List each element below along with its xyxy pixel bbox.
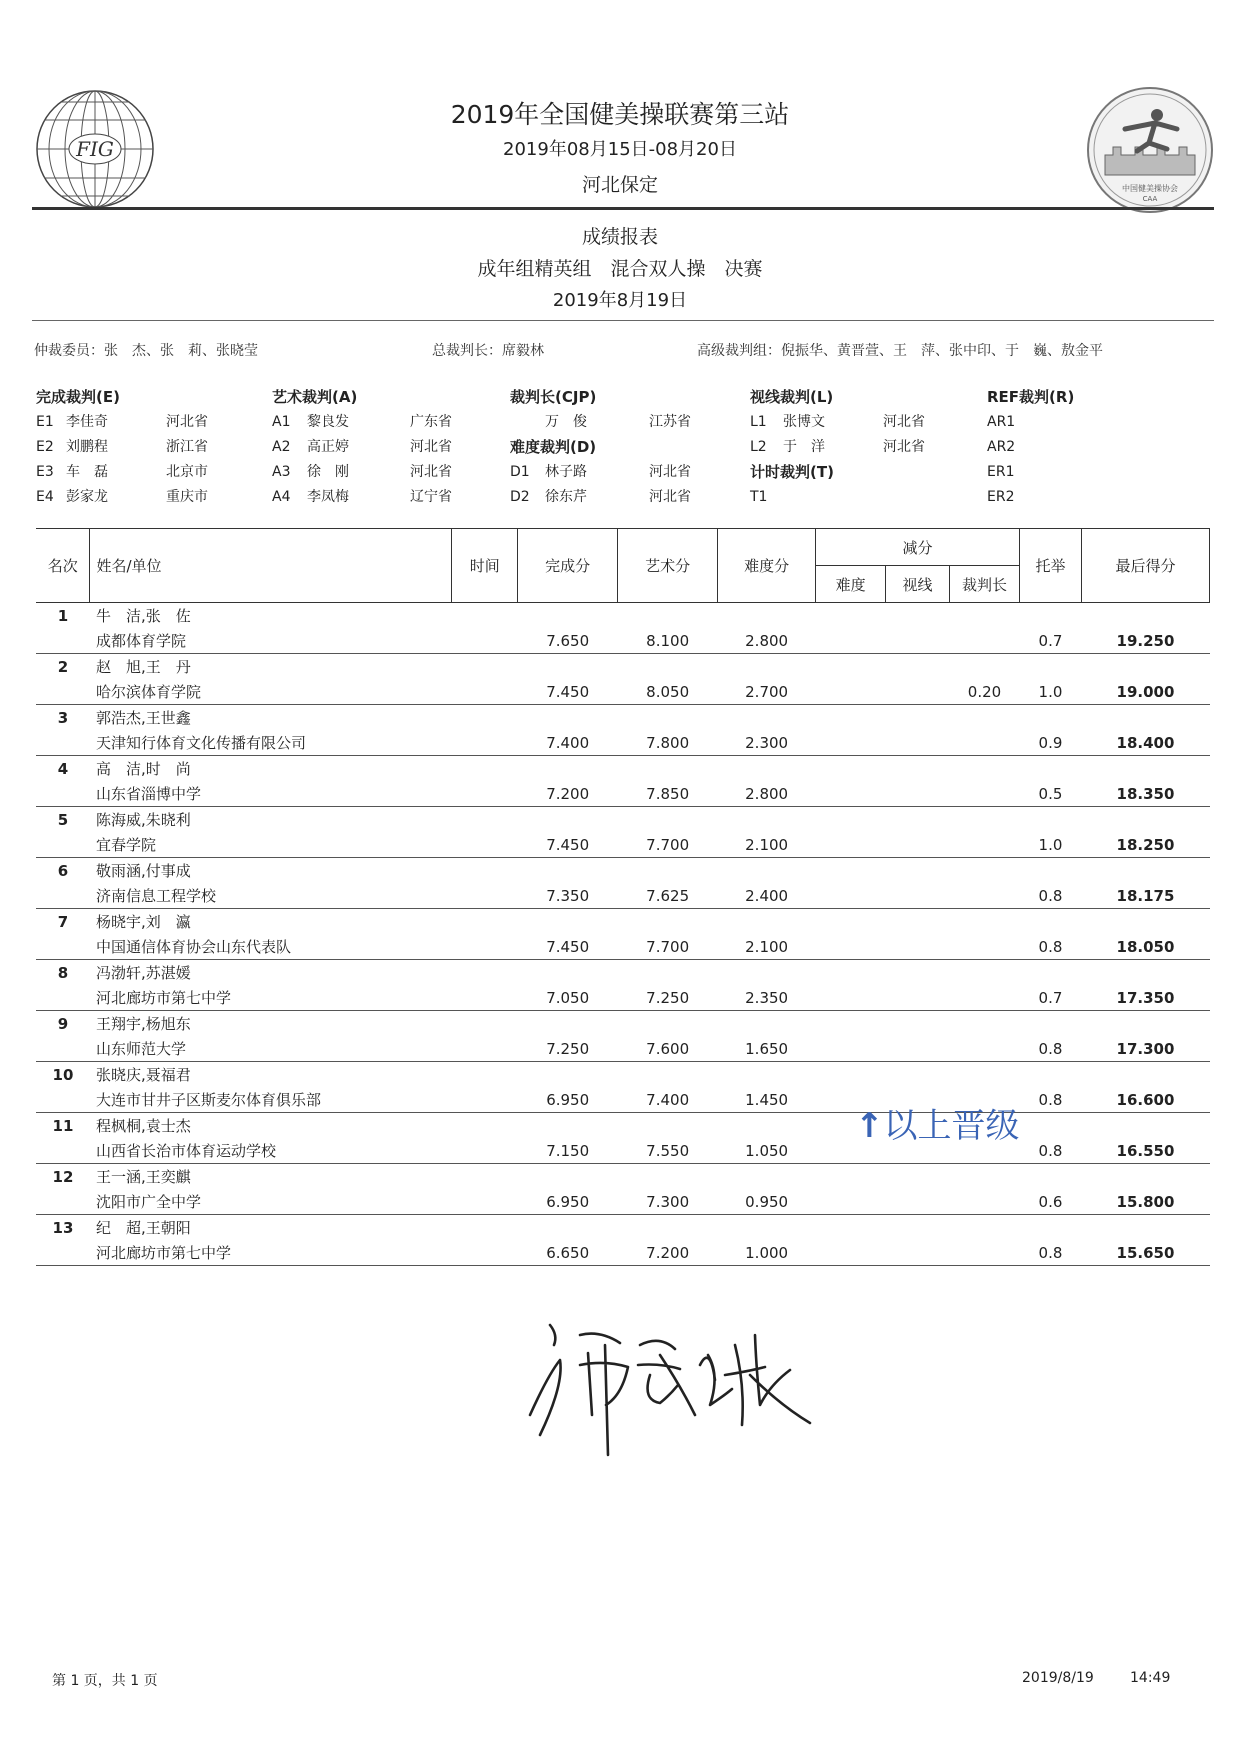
col-exec: 完成分: [518, 529, 618, 603]
time-cell: [452, 832, 518, 858]
unit-cell: 山西省长治市体育运动学校: [90, 1138, 452, 1164]
ded-line-cell: [886, 1189, 950, 1215]
ded-diff-cell: [816, 781, 886, 807]
artistic-judges: 艺术裁判(A) A1 黎良发 广东省 A2 高正婷 河北省 A3 徐 刚 河北省 A4 李凤梅 辽宁省: [272, 385, 452, 510]
unit-cell: 哈尔滨体育学院: [90, 679, 452, 705]
athletes-cell: 纪 超,王朝阳: [95, 1219, 191, 1237]
ded-cjp-cell: [950, 781, 1020, 807]
ded-diff-cell: [816, 985, 886, 1011]
event-title: 2019年全国健美操联赛第三站: [450, 100, 790, 129]
exec-cell: 6.650: [518, 1240, 618, 1266]
ded-diff-cell: [816, 679, 886, 705]
athletes-cell: 高 洁,时 尚: [95, 760, 191, 778]
rank-cell: 11: [52, 1116, 74, 1135]
lift-cell: 0.8: [1019, 1036, 1081, 1062]
athletes-cell: 杨晓宇,刘 瀛: [95, 913, 191, 931]
time-cell: [452, 679, 518, 705]
print-time: 14:49: [1130, 1670, 1171, 1686]
qualification-note: ↑以上晋级: [855, 1106, 1020, 1146]
athletes-cell: 王翔宇,杨旭东: [95, 1015, 191, 1033]
final-score-cell: 18.175: [1081, 883, 1209, 909]
time-cell: [452, 730, 518, 756]
lift-cell: 0.8: [1019, 934, 1081, 960]
unit-cell: 成都体育学院: [90, 628, 452, 654]
col-ded-line: 视线: [886, 566, 950, 603]
ded-diff-cell: [816, 934, 886, 960]
lift-cell: 0.6: [1019, 1189, 1081, 1215]
diff-cell: 1.450: [718, 1087, 816, 1113]
table-row-scores: [36, 934, 1210, 960]
report-title: 成绩报表: [581, 226, 658, 248]
col-time: 时间: [452, 529, 518, 603]
time-cell: [452, 934, 518, 960]
col-diff: 难度分: [718, 529, 816, 603]
lift-cell: 1.0: [1019, 832, 1081, 858]
exec-cell: 7.350: [518, 883, 618, 909]
rank-cell: 12: [52, 1167, 74, 1186]
rank-cell: 9: [57, 1014, 69, 1033]
rank-cell: 1: [57, 606, 69, 625]
jury-members: 仲裁委员：张 杰、张 莉、张晓莹: [34, 343, 258, 359]
rank-cell: 6: [57, 861, 69, 880]
ded-diff-cell: [816, 628, 886, 654]
final-score-cell: 15.800: [1081, 1189, 1209, 1215]
final-score-cell: 19.000: [1081, 679, 1209, 705]
table-row-names: [36, 1011, 1210, 1037]
art-cell: 7.300: [618, 1189, 718, 1215]
section-heading: 裁判长(CJP): [510, 388, 597, 406]
diff-cell: 2.350: [718, 985, 816, 1011]
time-cell: [452, 1036, 518, 1062]
page-indicator: 第 1 页，共 1 页: [52, 1673, 158, 1689]
svg-text:FIG: FIG: [76, 137, 114, 161]
print-date: 2019/8/19: [1022, 1670, 1094, 1686]
table-row-names: [36, 654, 1210, 680]
rank-cell: 10: [52, 1065, 74, 1084]
diff-cell: 0.950: [718, 1189, 816, 1215]
table-row-names: [36, 1215, 1210, 1241]
athletes-cell: 冯渤轩,苏湛媛: [95, 964, 191, 982]
report-subtitle: 成年组精英组 混合双人操 决赛: [477, 258, 763, 280]
ded-line-cell: [886, 883, 950, 909]
ded-cjp-cell: [950, 883, 1020, 909]
ded-cjp-cell: [950, 1240, 1020, 1266]
art-cell: 7.700: [618, 934, 718, 960]
section-heading: 计时裁判(T): [750, 463, 834, 481]
table-row-scores: [36, 781, 1210, 807]
line-timing-judges: 视线裁判(L) L1 张博文 河北省 L2 于 洋 河北省 计时裁判(T) T1: [750, 385, 925, 510]
exec-cell: 7.450: [518, 832, 618, 858]
ded-line-cell: [886, 730, 950, 756]
lift-cell: 1.0: [1019, 679, 1081, 705]
ded-cjp-cell: [950, 1189, 1020, 1215]
diff-cell: 2.700: [718, 679, 816, 705]
unit-cell: 河北廊坊市第七中学: [90, 1240, 452, 1266]
ded-cjp-cell: [950, 985, 1020, 1011]
lift-cell: 0.5: [1019, 781, 1081, 807]
time-cell: [452, 781, 518, 807]
ded-cjp-cell: [950, 730, 1020, 756]
diff-cell: 2.100: [718, 934, 816, 960]
col-art: 艺术分: [618, 529, 718, 603]
col-rank: 名次: [36, 529, 90, 603]
arrow-up-icon: ↑: [855, 1106, 884, 1146]
final-score-cell: 19.250: [1081, 628, 1209, 654]
diff-cell: 2.400: [718, 883, 816, 909]
art-cell: 7.250: [618, 985, 718, 1011]
col-final: 最后得分: [1081, 529, 1209, 603]
athletes-cell: 陈海威,朱晓利: [95, 811, 191, 829]
athletes-cell: 赵 旭,王 丹: [95, 658, 191, 676]
time-cell: [452, 1138, 518, 1164]
diff-cell: 1.000: [718, 1240, 816, 1266]
time-cell: [452, 628, 518, 654]
ded-line-cell: [886, 781, 950, 807]
ded-diff-cell: [816, 1189, 886, 1215]
ded-diff-cell: [816, 1240, 886, 1266]
lift-cell: 0.9: [1019, 730, 1081, 756]
ded-cjp-cell: [950, 628, 1020, 654]
ded-line-cell: [886, 628, 950, 654]
athletes-cell: 程枫桐,袁士杰: [95, 1117, 191, 1135]
event-dates: 2019年08月15日-08月20日: [503, 139, 737, 160]
exec-cell: 7.250: [518, 1036, 618, 1062]
exec-cell: 7.450: [518, 679, 618, 705]
exec-cell: 7.400: [518, 730, 618, 756]
table-row-names: [36, 807, 1210, 833]
athletes-cell: 王一涵,王奕麒: [95, 1168, 191, 1186]
ref-judges: REF裁判(R) AR1 AR2 ER1 ER2: [987, 385, 1074, 510]
header-divider: [32, 207, 1214, 210]
ded-line-cell: [886, 679, 950, 705]
report-date: 2019年8月19日: [552, 290, 688, 311]
col-deductions: 减分: [816, 529, 1020, 566]
section-heading: 艺术裁判(A): [272, 388, 358, 406]
lift-cell: 0.8: [1019, 1087, 1081, 1113]
col-lift: 托举: [1019, 529, 1081, 603]
section-heading: REF裁判(R): [987, 388, 1075, 406]
art-cell: 7.700: [618, 832, 718, 858]
svg-text:中国健美操协会: 中国健美操协会: [1122, 184, 1178, 193]
ded-line-cell: [886, 934, 950, 960]
results-table: [36, 528, 1210, 1266]
col-name-unit: 姓名/单位: [90, 529, 452, 603]
section-heading: 难度裁判(D): [510, 438, 597, 456]
art-cell: 7.800: [618, 730, 718, 756]
table-header: [36, 529, 1210, 603]
rank-cell: 5: [57, 810, 69, 829]
rank-cell: 7: [57, 912, 69, 931]
ded-diff-cell: [816, 730, 886, 756]
final-score-cell: 17.350: [1081, 985, 1209, 1011]
lift-cell: 0.8: [1019, 883, 1081, 909]
exec-cell: 7.450: [518, 934, 618, 960]
section-heading: 完成裁判(E): [36, 388, 120, 406]
exec-cell: 7.050: [518, 985, 618, 1011]
table-row-scores: [36, 1087, 1210, 1113]
exec-cell: 7.200: [518, 781, 618, 807]
ded-line-cell: [886, 1036, 950, 1062]
art-cell: 7.200: [618, 1240, 718, 1266]
unit-cell: 山东师范大学: [90, 1036, 452, 1062]
unit-cell: 济南信息工程学校: [90, 883, 452, 909]
final-score-cell: 17.300: [1081, 1036, 1209, 1062]
unit-cell: 大连市甘井子区斯麦尔体育俱乐部: [90, 1087, 452, 1113]
diff-cell: 2.100: [718, 832, 816, 858]
ded-diff-cell: [816, 1036, 886, 1062]
table-row-scores: [36, 1189, 1210, 1215]
unit-cell: 河北廊坊市第七中学: [90, 985, 452, 1011]
event-location: 河北保定: [581, 174, 658, 196]
diff-cell: 2.300: [718, 730, 816, 756]
lift-cell: 0.8: [1019, 1240, 1081, 1266]
ded-cjp-cell: [950, 1036, 1020, 1062]
final-score-cell: 18.250: [1081, 832, 1209, 858]
ded-diff-cell: [816, 832, 886, 858]
exec-cell: 7.150: [518, 1138, 618, 1164]
athletes-cell: 牛 洁,张 佐: [95, 607, 191, 625]
table-row-scores: [36, 832, 1210, 858]
lift-cell: 0.7: [1019, 628, 1081, 654]
lift-cell: 0.7: [1019, 985, 1081, 1011]
athletes-cell: 张晓庆,聂福君: [95, 1066, 191, 1084]
final-score-cell: 16.600: [1081, 1087, 1209, 1113]
rank-cell: 8: [57, 963, 69, 982]
time-cell: [452, 1189, 518, 1215]
table-row-names: [36, 960, 1210, 986]
rank-cell: 13: [52, 1218, 74, 1237]
ded-cjp-cell: [950, 832, 1020, 858]
time-cell: [452, 883, 518, 909]
table-row-scores: [36, 985, 1210, 1011]
cjp-difficulty-judges: 裁判长(CJP) 万 俊 江苏省 难度裁判(D) D1 林子路 河北省 D2 徐东芹 河北省: [510, 385, 691, 510]
table-row-scores: [36, 1036, 1210, 1062]
diff-cell: 2.800: [718, 781, 816, 807]
time-cell: [452, 985, 518, 1011]
unit-cell: 沈阳市广全中学: [90, 1189, 452, 1215]
diff-cell: 1.050: [718, 1138, 816, 1164]
final-score-cell: 18.050: [1081, 934, 1209, 960]
col-ded-diff: 难度: [816, 566, 886, 603]
table-body: [36, 603, 1210, 1266]
table-row-scores: [36, 628, 1210, 654]
table-row-names: [36, 705, 1210, 731]
time-cell: [452, 1087, 518, 1113]
table-row-names: [36, 1113, 1210, 1139]
diff-cell: 2.800: [718, 628, 816, 654]
rank-cell: 2: [57, 657, 69, 676]
art-cell: 7.625: [618, 883, 718, 909]
chief-judge: 总裁判长：席毅林: [432, 343, 544, 359]
section-heading: 视线裁判(L): [750, 388, 834, 406]
rank-cell: 3: [57, 708, 69, 727]
final-score-cell: 16.550: [1081, 1138, 1209, 1164]
art-cell: 8.050: [618, 679, 718, 705]
ded-diff-cell: [816, 883, 886, 909]
art-cell: 7.550: [618, 1138, 718, 1164]
table-row-names: [36, 858, 1210, 884]
lift-cell: 0.8: [1019, 1138, 1081, 1164]
execution-judges: 完成裁判(E) E1 李佳奇 河北省 E2 刘鹏程 浙江省 E3 车 磊 北京市 E4 彭家龙 重庆市: [36, 385, 208, 510]
col-ded-cjp: 裁判长: [950, 566, 1020, 603]
art-cell: 7.400: [618, 1087, 718, 1113]
signature: [510, 1305, 830, 1465]
table-row-scores: [36, 679, 1210, 705]
unit-cell: 宜春学院: [90, 832, 452, 858]
rank-cell: 4: [57, 759, 69, 778]
table-row-scores: [36, 1240, 1210, 1266]
ded-cjp-cell: 0.20: [950, 679, 1020, 705]
exec-cell: 7.650: [518, 628, 618, 654]
art-cell: 8.100: [618, 628, 718, 654]
table-row-names: [36, 603, 1210, 629]
ded-line-cell: [886, 985, 950, 1011]
final-score-cell: 18.350: [1081, 781, 1209, 807]
time-cell: [452, 1240, 518, 1266]
exec-cell: 6.950: [518, 1189, 618, 1215]
art-cell: 7.600: [618, 1036, 718, 1062]
table-row-scores: [36, 730, 1210, 756]
svg-text:CAA: CAA: [1142, 195, 1158, 203]
table-row-names: [36, 909, 1210, 935]
ded-line-cell: [886, 1240, 950, 1266]
ded-cjp-cell: [950, 934, 1020, 960]
table-row-names: [36, 1062, 1210, 1088]
ded-line-cell: [886, 832, 950, 858]
table-row-scores: [36, 1138, 1210, 1164]
art-cell: 7.850: [618, 781, 718, 807]
athletes-cell: 敬雨涵,付事成: [95, 862, 191, 880]
diff-cell: 1.650: [718, 1036, 816, 1062]
table-row-scores: [36, 883, 1210, 909]
unit-cell: 天津知行体育文化传播有限公司: [90, 730, 452, 756]
unit-cell: 中国通信体育协会山东代表队: [90, 934, 452, 960]
final-score-cell: 15.650: [1081, 1240, 1209, 1266]
table-row-names: [36, 756, 1210, 782]
report-divider: [32, 320, 1214, 321]
final-score-cell: 18.400: [1081, 730, 1209, 756]
table-row-names: [36, 1164, 1210, 1190]
unit-cell: 山东省淄博中学: [90, 781, 452, 807]
exec-cell: 6.950: [518, 1087, 618, 1113]
senior-judges: 高级裁判组：倪振华、黄晋萱、王 萍、张中印、于 巍、敖金平: [697, 343, 1103, 359]
athletes-cell: 郭浩杰,王世鑫: [95, 709, 191, 727]
